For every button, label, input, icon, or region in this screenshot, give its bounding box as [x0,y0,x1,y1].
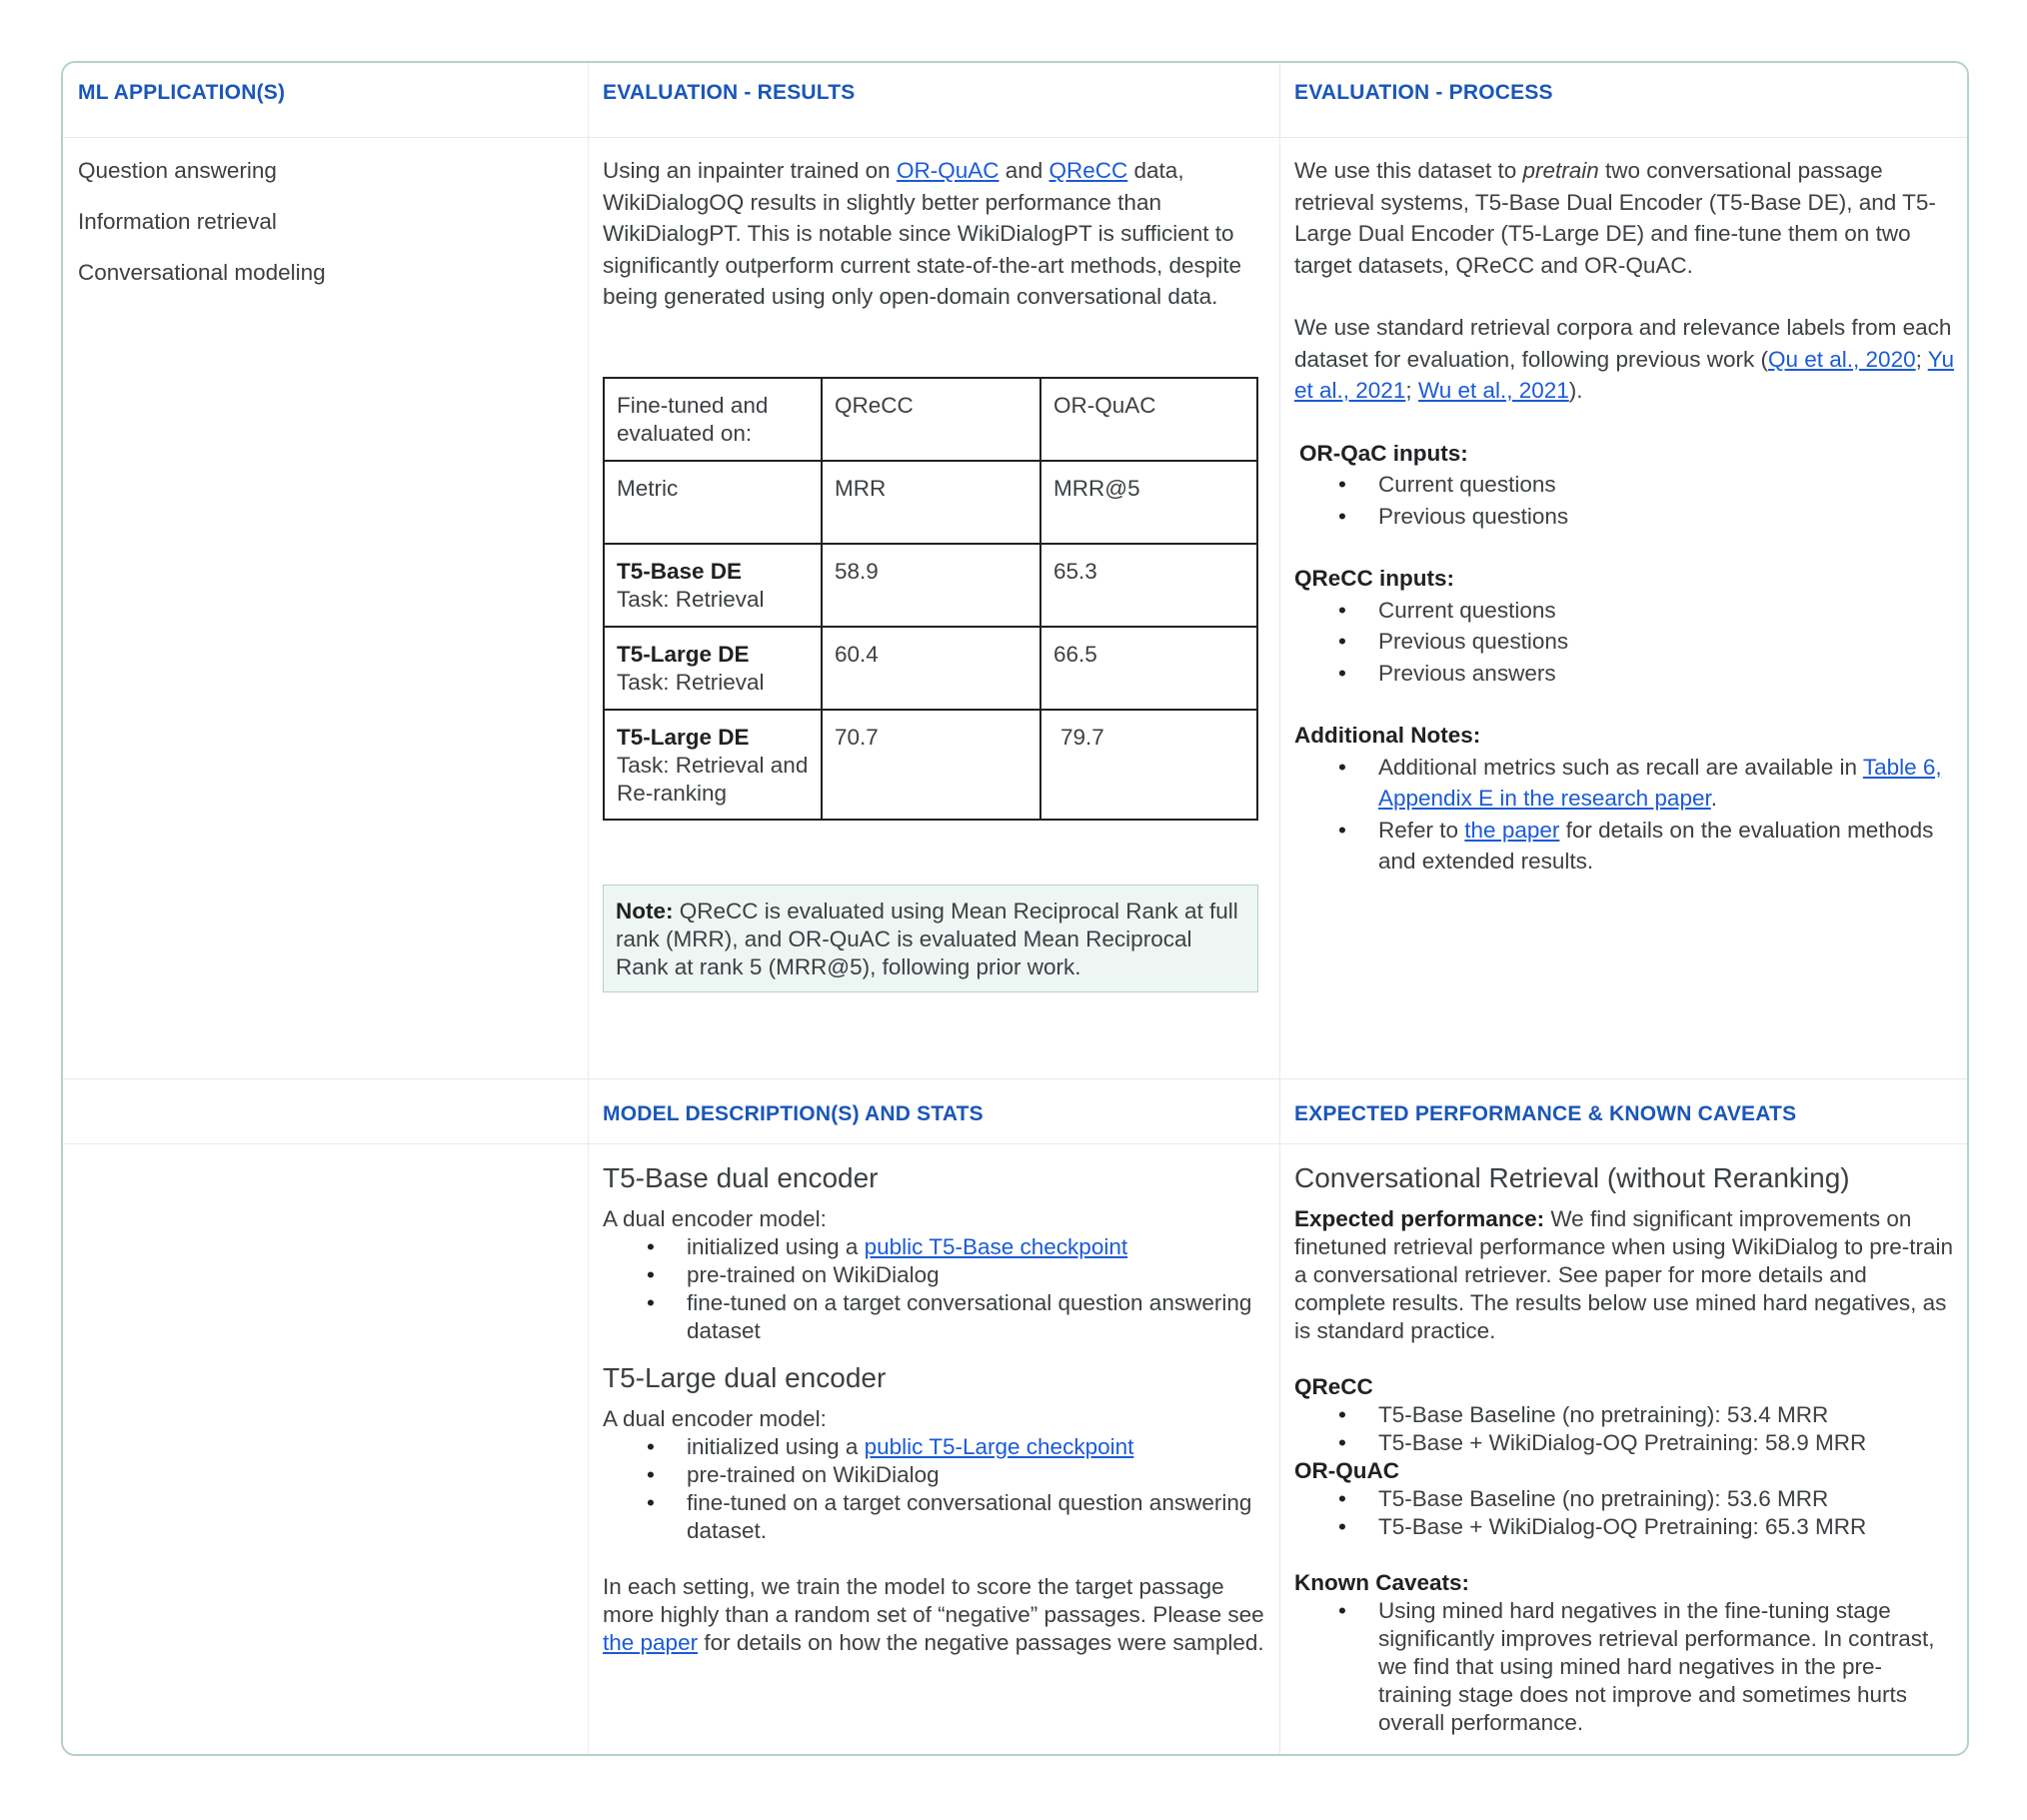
table-row [604,710,1257,820]
task-label: Task: Retrieval [617,587,765,612]
table-cell [604,627,822,710]
evaluation-results-intro [603,155,1265,313]
separator: ; [1915,346,1928,372]
evaluation-results-column [588,63,1279,1754]
expected-performance-text [1294,1205,1955,1345]
table-cell: Fine-tuned and evaluated on: [604,378,822,461]
orquac-results-label: OR-QuAC [1294,1458,1399,1483]
model-card [61,61,1969,1756]
paragraph-text: for details on how the negative passages were sampled. [698,1630,1264,1655]
ml-applications-header: ML APPLICATION(S) [78,81,286,104]
table-cell [604,710,822,820]
qrecc-results-list [1294,1401,1955,1457]
process-paragraph [1294,312,1955,407]
model-name: T5-Large DE [617,642,750,667]
table-row [604,378,1257,461]
large-model-list [603,1433,1265,1545]
list-item: • Previous questions [1378,501,1955,533]
list-item: • Current questions [1378,595,1955,627]
orquac-link[interactable]: OR-QuAC [896,158,1000,183]
large-model-intro: A dual encoder model: [603,1406,827,1431]
orqac-inputs-label: OR-QaC inputs: [1299,440,1468,466]
large-model-title: T5-Large dual encoder [603,1362,887,1393]
qrecc-link[interactable]: QReCC [1048,158,1128,183]
known-caveats-label: Known Caveats: [1294,1570,1470,1595]
table-cell: MRR [822,461,1040,544]
table-row [604,627,1257,710]
table-cell: 66.5 [1040,627,1257,710]
paragraph-text: In each setting, we train the model to score the target passage more highly than a random set of “negative” passages. Please see [603,1574,1264,1627]
evaluation-results-header: EVALUATION - RESULTS [603,81,856,104]
model-name: T5-Large DE [617,725,750,750]
list-item: • T5-Base + WikiDialog-OQ Pretraining: 65.3 MRR [1378,1513,1955,1541]
list-item: • pre-trained on WikiDialog [687,1461,1265,1489]
separator: ; [1405,378,1418,403]
list-item: • fine-tuned on a target conversational question answering dataset. [687,1489,1265,1545]
paragraph-text: We use standard retrieval corpora and relevance labels from each dataset for evaluation, following previous work ( [1294,315,1952,372]
citation-link[interactable]: Wu et al., 2021 [1417,378,1569,403]
list-item: • Current questions [1378,469,1955,501]
intro-text: and [999,158,1049,183]
table-cell: QReCC [822,378,1040,461]
table-cell: 79.7 [1040,710,1257,820]
base-model-title: T5-Base dual encoder [603,1162,879,1193]
model-description-header: MODEL DESCRIPTION(S) AND STATS [603,1102,984,1125]
list-item: • Previous questions [1378,626,1955,658]
orqac-inputs-list [1294,469,1955,532]
base-model-list [603,1233,1265,1345]
orquac-results-list [1294,1485,1955,1541]
expected-performance-title: Conversational Retrieval (without Reranking) [1294,1162,1850,1193]
application-item: Conversational modeling [78,260,326,285]
ml-applications-column [63,63,588,1754]
paragraph-text: ). [1568,378,1583,403]
list-text: initialized using a [687,1234,865,1259]
list-text: for details on the evaluation methods and extended results. [1378,817,1934,874]
additional-notes-list [1294,752,1955,878]
list-item: • Previous answers [1378,658,1955,690]
list-item: • Using mined hard negatives in the fine-tuning stage significantly improves retrieval performance. In contrast, we find that using mined hard negatives in the pre-training stage does not improve and sometimes hurts overall performance. [1378,1597,1955,1737]
additional-notes-label: Additional Notes: [1294,723,1481,748]
note-box [603,885,1258,992]
list-text: Refer to [1378,817,1465,843]
note-label: Note: [616,899,674,923]
intro-text: data, WikiDialogOQ results in slightly better performance than WikiDialogPT. This is notable since WikiDialogPT is sufficient to significantly outperform current state-of-the-art methods, despite being generated using only open-domain conversational data. [603,158,1242,309]
citation-link[interactable]: Yu et al., 2021 [1294,346,1954,403]
results-table [603,377,1258,821]
evaluation-process-column [1279,63,1969,1754]
expected-performance-body [1294,1161,1955,1737]
expected-performance-header: EXPECTED PERFORMANCE & KNOWN CAVEATS [1294,1102,1797,1125]
paragraph-text: two conversational passage retrieval systems, T5-Base Dual Encoder (T5-Base DE), and T5-Large Dual Encoder (T5-Large DE) and fine-tune them on two target datasets, QReCC and OR-QuAC. [1294,158,1936,278]
list-item: • pre-trained on WikiDialog [687,1261,1265,1289]
qrecc-inputs-label: QReCC inputs: [1294,566,1454,591]
list-item: • T5-Base + WikiDialog-OQ Pretraining: 58.9 MRR [1378,1429,1955,1457]
table-cell: 70.7 [822,710,1040,820]
list-item [687,1233,1265,1261]
table-row [604,544,1257,627]
list-item [687,1433,1265,1461]
model-description [603,1161,1265,1657]
table-cell: MRR@5 [1040,461,1257,544]
process-paragraph [1294,155,1955,281]
known-caveats-list [1294,1597,1955,1737]
applications-list [78,155,574,308]
base-model-intro: A dual encoder model: [603,1206,827,1231]
list-item [1378,752,1955,815]
t5-large-checkpoint-link[interactable]: public T5-Large checkpoint [864,1434,1134,1459]
table-cell: 58.9 [822,544,1040,627]
list-text: . [1710,786,1717,811]
research-paper-table-link[interactable]: Table 6, Appendix E in the research paper [1378,754,1942,811]
paragraph-text: We use this dataset to [1294,158,1523,183]
note-text: QReCC is evaluated using Mean Reciprocal Rank at full rank (MRR), and OR-QuAC is evaluated Mean Reciprocal Rank at rank 5 (MRR@5), following prior work. [616,899,1238,979]
model-name: T5-Base DE [617,559,743,584]
application-item: Question answering [78,158,277,183]
qrecc-inputs-list [1294,595,1955,690]
list-item: • T5-Base Baseline (no pretraining): 53.4 MRR [1378,1401,1955,1429]
paper-link[interactable]: the paper [603,1630,699,1655]
qrecc-results-label: QReCC [1294,1374,1373,1399]
evaluation-process-header: EVALUATION - PROCESS [1294,81,1553,104]
table-cell [604,544,822,627]
list-text: Additional metrics such as recall are available in [1378,754,1863,780]
citation-link[interactable]: Qu et al., 2020 [1768,346,1916,372]
emphasis-text: pretrain [1522,158,1599,183]
list-item: • fine-tuned on a target conversational question answering dataset [687,1289,1265,1345]
table-cell: 60.4 [822,627,1040,710]
table-cell: 65.3 [1040,544,1257,627]
list-item [1378,815,1955,878]
paper-link[interactable]: the paper [1464,817,1560,843]
table-row [604,461,1257,544]
application-item: Information retrieval [78,209,277,234]
task-label: Task: Retrieval [617,670,765,695]
evaluation-process-body [1294,155,1955,878]
paragraph-text: We find significant improvements on finetuned retrieval performance when using WikiDialog to pre-train a conversational retriever. See paper for more details and complete results. The results below use mined hard negatives, as is standard practice. [1294,1206,1954,1343]
table-cell: Metric [604,461,822,544]
table-cell: OR-QuAC [1040,378,1257,461]
task-label: Task: Retrieval and Re-ranking [617,753,809,806]
list-item: • T5-Base Baseline (no pretraining): 53.6 MRR [1378,1485,1955,1513]
intro-text: Using an inpainter trained on [603,158,897,183]
list-text: initialized using a [687,1434,865,1459]
bold-label: Expected performance: [1294,1206,1545,1231]
training-description [603,1573,1265,1657]
t5-base-checkpoint-link[interactable]: public T5-Base checkpoint [864,1234,1128,1259]
